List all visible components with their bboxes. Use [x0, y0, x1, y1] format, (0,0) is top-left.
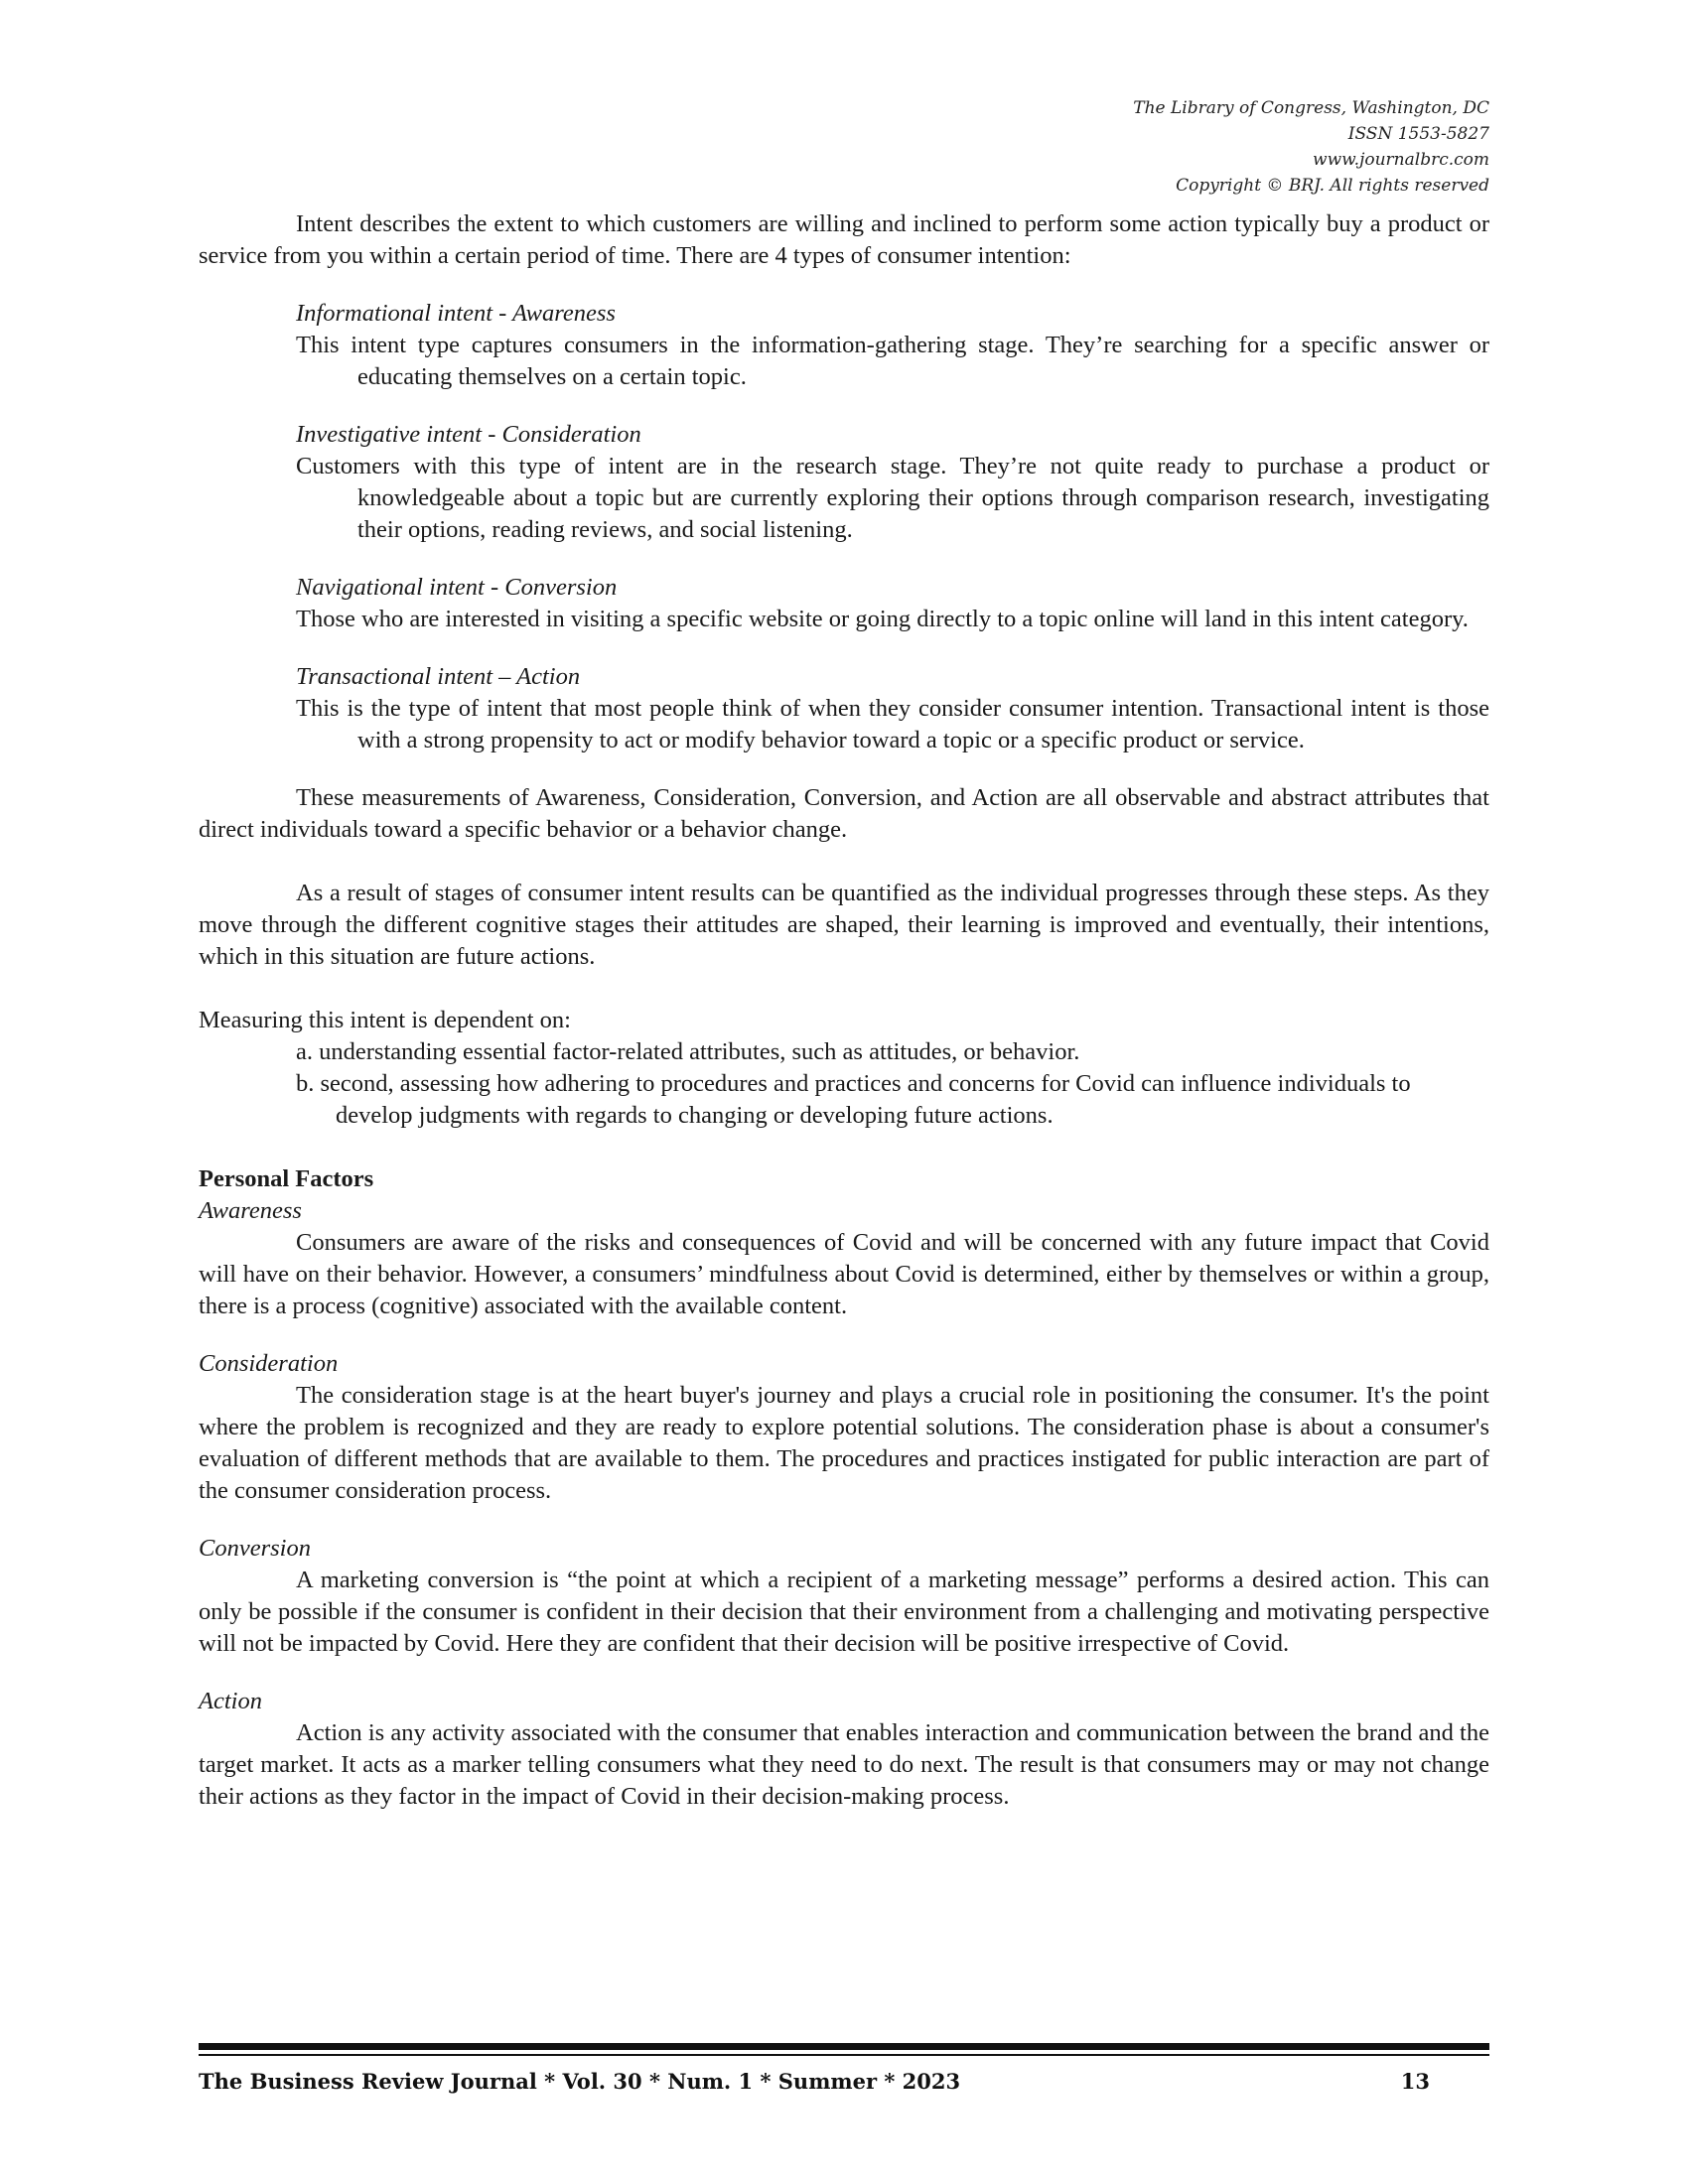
factor-text-awareness: Consumers are aware of the risks and consequences of Covid and will be concerned with any future impact that Covid will have on their behavior. However, a consumers’ mindfulness about Covid is determined, either by themselves or within a group, there is a process (cognitive) associated with the available content.	[199, 1229, 1489, 1319]
header-copyright-line: Copyright © BRJ. All rights reserved	[1176, 176, 1489, 196]
intent-title: Informational intent - Awareness	[296, 300, 616, 327]
footer-journal-citation: The Business Review Journal * Vol. 30 * Num. 1 * Summer * 2023	[199, 2069, 961, 2094]
result-paragraph: As a result of stages of consumer intent results can be quantified as the individual progresses through these steps. As they move through the different cognitive stages their attitudes are shaped, their learning is improved and eventually, their intentions, which in this situation are future actions.	[199, 880, 1489, 970]
measuring-list	[296, 1036, 1489, 1132]
factor-text-consideration: The consideration stage is at the heart buyer's journey and plays a crucial role in positioning the consumer. It's the point where the problem is recognized and they are ready to explore potential solutions. The consideration phase is about a consumer's evaluation of different methods that are available to them. The procedures and practices instigated for public interaction are part of the consumer consideration process.	[199, 1382, 1489, 1504]
intro-paragraph: Intent describes the extent to which customers are willing and inclined to perform some action typically buy a product or service from you within a certain period of time. There are 4 types of consumer intention:	[199, 210, 1489, 269]
section-heading: Personal Factors	[199, 1165, 374, 1192]
page-header	[794, 95, 1489, 199]
header-library-line: The Library of Congress, Washington, DC	[1133, 98, 1489, 118]
intent-informational	[296, 298, 1489, 393]
intent-title: Navigational intent - Conversion	[296, 574, 618, 601]
intent-title: Transactional intent – Action	[296, 663, 581, 690]
intent-navigational	[296, 572, 1489, 635]
intent-description: Customers with this type of intent are in the research stage. They’re not quite ready to purchase a product or knowledgeable about a topic but are currently exploring their options through comparison research, investigating their options, reading reviews, and social listening.	[296, 453, 1489, 543]
header-website-line: www.journalbrc.com	[1313, 150, 1489, 170]
factor-title-conversion: Conversion	[199, 1535, 311, 1562]
factor-title-awareness: Awareness	[199, 1197, 302, 1224]
intent-investigative	[296, 419, 1489, 546]
factor-title-action: Action	[199, 1688, 262, 1714]
factor-title-consideration: Consideration	[199, 1350, 339, 1377]
measurements-paragraph: These measurements of Awareness, Consideration, Conversion, and Action are all observable and abstract attributes that direct individuals toward a specific behavior or a behavior change.	[199, 784, 1489, 843]
intent-description: This intent type captures consumers in the information-gathering stage. They’re searching for a specific answer or educating themselves on a certain topic.	[296, 332, 1489, 390]
measuring-lead: Measuring this intent is dependent on:	[199, 1007, 571, 1033]
list-item: a. understanding essential factor-related attributes, such as attitudes, or behavior.	[296, 1038, 1080, 1065]
header-issn-line: ISSN 1553-5827	[1347, 124, 1489, 144]
intent-transactional	[296, 661, 1489, 756]
intent-description: This is the type of intent that most people think of when they consider consumer intention. Transactional intent is those with a strong propensity to act or modify behavior toward a topic or a specific product or service.	[296, 695, 1489, 753]
intent-description: Those who are interested in visiting a specific website or going directly to a topic online will land in this intent category.	[296, 606, 1469, 632]
factor-text-action: Action is any activity associated with the consumer that enables interaction and communication between the brand and the target market. It acts as a marker telling consumers what they need to do next. The result is that consumers may or may not change their actions as they factor in the impact of Covid in their decision-making process.	[199, 1719, 1489, 1810]
page-number: 13	[1400, 2069, 1430, 2094]
footer-divider-thin	[199, 2054, 1489, 2056]
factor-text-conversion: A marketing conversion is “the point at which a recipient of a marketing message” performs a desired action. This can only be possible if the consumer is confident in their decision that their environment from a challenging and motivating perspective will not be impacted by Covid. Here they are confident that their decision will be positive irrespective of Covid.	[199, 1567, 1489, 1657]
article-body	[199, 208, 1489, 1813]
footer-divider	[199, 2043, 1489, 2050]
list-item: b. second, assessing how adhering to procedures and practices and concerns for Covid can influence individuals to develop judgments with regards to changing or developing future actions.	[296, 1070, 1411, 1129]
intent-title: Investigative intent - Consideration	[296, 421, 641, 448]
